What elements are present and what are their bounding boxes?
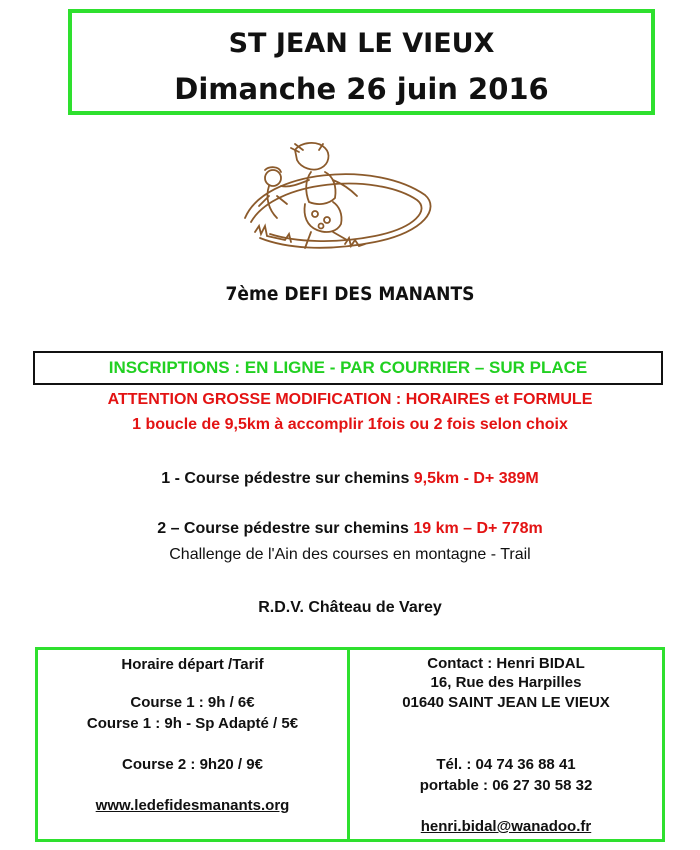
contact-column (350, 650, 662, 839)
schedule-course1: Course 1 : 9h / 6€ (130, 694, 255, 711)
course2-detail: 19 km – D+ 778m (413, 520, 543, 537)
course2-line (0, 520, 700, 538)
title-box (68, 9, 655, 115)
date-title: Dimanche 26 juin 2016 (174, 72, 549, 106)
schedule-column (38, 650, 347, 839)
inscriptions-banner: INSCRIPTIONS : EN LIGNE - PAR COURRIER – SUR PLACE (33, 351, 663, 385)
course1-line (0, 470, 700, 488)
loop-info-line: 1 boucle de 9,5km à accomplir 1fois ou 2 fois selon choix (132, 416, 568, 433)
contact-name: Contact : Henri BIDAL (427, 655, 585, 672)
attention-line: ATTENTION GROSSE MODIFICATION : HORAIRES et FORMULE (107, 391, 593, 408)
course1-detail: 9,5km - D+ 389M (413, 470, 539, 487)
course2-label: 2 – Course pédestre sur chemins (157, 520, 414, 537)
schedule-heading: Horaire départ /Tarif (121, 656, 264, 673)
contact-mobile: portable : 06 27 30 58 32 (419, 777, 593, 794)
runners-drawing-icon (225, 140, 445, 260)
rdv-line: R.D.V. Château de Varey (258, 599, 442, 616)
contact-email-link[interactable]: henri.bidal@wanadoo.fr (420, 818, 592, 835)
contact-city: 01640 SAINT JEAN LE VIEUX (402, 694, 610, 711)
challenge-line: Challenge de l'Ain des courses en montagne - Trail (169, 546, 531, 563)
schedule-course1-adapted: Course 1 : 9h - Sp Adapté / 5€ (86, 715, 299, 732)
info-box (35, 647, 665, 842)
event-title: 7ème DEFI DES MANANTS (225, 283, 475, 305)
contact-phone: Tél. : 04 74 36 88 41 (436, 756, 576, 773)
course1-label: 1 - Course pédestre sur chemins (161, 470, 414, 487)
contact-street: 16, Rue des Harpilles (430, 674, 582, 691)
schedule-course2: Course 2 : 9h20 / 9€ (122, 756, 263, 773)
website-link[interactable]: www.ledefidesmanants.org (95, 797, 290, 814)
location-title: ST JEAN LE VIEUX (228, 28, 495, 59)
